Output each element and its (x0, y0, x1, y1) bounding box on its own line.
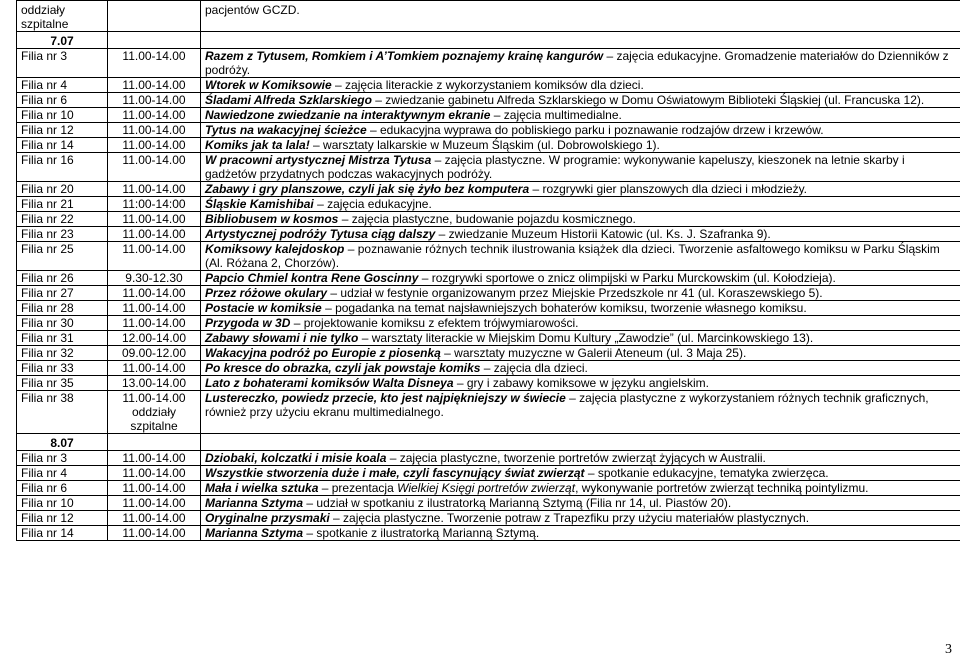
event-place: Filia nr 3 (17, 451, 108, 466)
event-time-value: 11.00-14.00 (122, 481, 186, 495)
event-text: – zajęcia edukacyjne. (313, 197, 432, 211)
table-row (17, 466, 960, 481)
header-row (17, 1, 960, 32)
event-text: – zwiedzanie gabinetu Alfreda Szklarskiego w Domu Oświatowym Biblioteki Śląskiej (ul. Francuska 12). (371, 93, 925, 107)
page-number: 3 (945, 642, 952, 657)
event-description (201, 391, 960, 434)
event-time-value: 11.00-14.00 (122, 49, 186, 63)
event-description (201, 197, 960, 212)
event-title: Wszystkie stworzenia duże i małe, czyli fascynujący świat zwierząt (205, 466, 585, 480)
event-time (108, 138, 201, 153)
event-title: Tytus na wakacyjnej ścieżce (205, 123, 367, 137)
event-place: Filia nr 14 (17, 526, 108, 541)
event-text: – zajęcia plastyczne, budowanie pojazdu kosmicznego. (338, 212, 636, 226)
event-text: – pogadanka na temat najsławniejszych bohaterów komiksu, tworzenie własnego komiksu. (321, 301, 807, 315)
event-description (201, 526, 960, 541)
event-time (108, 212, 201, 227)
event-time (108, 361, 201, 376)
event-time (108, 242, 201, 271)
event-place: Filia nr 28 (17, 301, 108, 316)
event-title: Komiksowy kalejdoskop (205, 242, 345, 256)
event-place: Filia nr 12 (17, 511, 108, 526)
event-time-value: 11.00-14.00 (122, 138, 186, 152)
event-description (201, 466, 960, 481)
event-text: – edukacyjna wyprawa do pobliskiego parku i poznawanie rodzajów drzew i krzewów. (366, 123, 824, 137)
table-row (17, 227, 960, 242)
event-description (201, 138, 960, 153)
event-place: Filia nr 38 (17, 391, 108, 434)
schedule-table (16, 0, 960, 541)
table-row (17, 182, 960, 197)
table-row (17, 361, 960, 376)
table-row (17, 301, 960, 316)
event-time-value: 11.00-14.00 (122, 93, 186, 107)
table-row (17, 212, 960, 227)
event-time (108, 197, 201, 212)
header-place: oddziały szpitalne (17, 1, 108, 32)
event-place: Filia nr 21 (17, 197, 108, 212)
event-description (201, 331, 960, 346)
event-title: Oryginalne przysmaki (205, 511, 330, 525)
event-title: Artystycznej podróży Tytusa ciąg dalszy (205, 227, 436, 241)
date-row (17, 434, 960, 451)
event-place: Filia nr 35 (17, 376, 108, 391)
event-description (201, 212, 960, 227)
event-description (201, 182, 960, 197)
event-title: Marianna Sztyma (205, 526, 304, 540)
event-place: Filia nr 32 (17, 346, 108, 361)
event-time-value: 11.00-14.00 (122, 466, 186, 480)
event-text: – udział w spotkaniu z ilustratorką Marianną Sztymą (Filia nr 14, ul. Piastów 20). (303, 496, 732, 510)
event-time (108, 376, 201, 391)
table-row (17, 138, 960, 153)
event-time-value: 11.00-14.00 (122, 301, 186, 315)
event-place: Filia nr 6 (17, 481, 108, 496)
event-place: Filia nr 10 (17, 496, 108, 511)
event-title: Bibliobusem w kosmos (205, 212, 339, 226)
event-description (201, 511, 960, 526)
event-time-value: 11.00-14.00 (122, 212, 186, 226)
table-row (17, 49, 960, 78)
event-text: – zajęcia multimedialne. (490, 108, 622, 122)
event-time (108, 316, 201, 331)
table-row (17, 451, 960, 466)
event-title: Wakacyjna podróż po Europie z piosenką (205, 346, 441, 360)
event-time-value: 09.00-12.00 (121, 346, 187, 360)
date-desc-empty (201, 32, 960, 49)
table-row (17, 153, 960, 182)
event-time-value: 11.00-14.00 (122, 227, 186, 241)
table-row (17, 123, 960, 138)
table-row (17, 526, 960, 541)
event-description (201, 316, 960, 331)
event-place: Filia nr 3 (17, 49, 108, 78)
event-place: Filia nr 14 (17, 138, 108, 153)
event-time-value: 11.00-14.00 (122, 391, 186, 405)
table-row (17, 108, 960, 123)
event-text: – spotkanie z ilustratorką Marianną Sztymą. (303, 526, 540, 540)
event-place: Filia nr 10 (17, 108, 108, 123)
event-description (201, 49, 960, 78)
event-title: Komiks jak ta lala! (205, 138, 310, 152)
event-place: Filia nr 25 (17, 242, 108, 271)
event-place: Filia nr 31 (17, 331, 108, 346)
event-title: Zabawy słowami i nie tylko (205, 331, 359, 345)
table-row (17, 346, 960, 361)
event-place: Filia nr 26 (17, 271, 108, 286)
event-title: Po kresce do obrazka, czyli jak powstaje komiks (205, 361, 481, 375)
table-row (17, 78, 960, 93)
event-text: – gry i zabawy komiksowe w języku angielskim. (453, 376, 709, 390)
event-time (108, 93, 201, 108)
event-title: W pracowni artystycznej Mistrza Tytusa (205, 153, 432, 167)
event-text: – warsztaty literackie w Miejskim Domu Kultury „Zawodzie” (ul. Marcinkowskiego 13). (358, 331, 814, 345)
event-text: – spotkanie edukacyjne, tematyka zwierzęca. (584, 466, 829, 480)
event-place: Filia nr 4 (17, 466, 108, 481)
event-time-value: 11.00-14.00 (122, 511, 186, 525)
event-description (201, 451, 960, 466)
event-description (201, 108, 960, 123)
table-row (17, 93, 960, 108)
event-text: – rozgrywki gier planszowych dla dzieci i młodzieży. (529, 182, 808, 196)
event-title: Śladami Alfreda Szklarskiego (205, 93, 372, 107)
event-description (201, 286, 960, 301)
event-title: Nawiedzone zwiedzanie na interaktywnym ekranie (205, 108, 491, 122)
event-time (108, 526, 201, 541)
event-text: – warsztaty muzyczne w Galerii Ateneum (ul. 3 Maja 25). (440, 346, 747, 360)
event-time (108, 511, 201, 526)
event-time (108, 391, 201, 434)
event-time-value: 11.00-14.00 (122, 361, 186, 375)
event-time (108, 496, 201, 511)
event-time (108, 301, 201, 316)
event-time-value: 11.00-14.00 (122, 78, 186, 92)
event-time-note: oddziały szpitalne (130, 405, 178, 433)
event-place: Filia nr 22 (17, 212, 108, 227)
event-description (201, 78, 960, 93)
event-time-value: 11:00-14:00 (122, 197, 186, 211)
event-text: – zajęcia dla dzieci. (480, 361, 588, 375)
event-time-value: 13.00-14.00 (121, 376, 187, 390)
table-row (17, 496, 960, 511)
event-time-value: 11.00-14.00 (122, 526, 186, 540)
event-title: Lato z bohaterami komiksów Walta Disneya (205, 376, 454, 390)
event-description (201, 242, 960, 271)
event-description (201, 496, 960, 511)
date-time-empty (108, 32, 201, 49)
event-text: , wykonywanie portretów zwierząt techniką pointylizmu. (575, 481, 869, 495)
date-label: 8.07 (17, 434, 108, 451)
schedule-body (17, 1, 960, 541)
event-time-value: 11.00-14.00 (122, 182, 186, 196)
date-row (17, 32, 960, 49)
event-time (108, 331, 201, 346)
event-place: Filia nr 6 (17, 93, 108, 108)
event-time-value: 11.00-14.00 (122, 108, 186, 122)
event-title: Dziobaki, kolczatki i misie koala (205, 451, 387, 465)
event-description (201, 376, 960, 391)
event-time (108, 108, 201, 123)
table-row (17, 271, 960, 286)
table-row (17, 242, 960, 271)
event-text: – prezentacja (318, 481, 398, 495)
table-row (17, 391, 960, 434)
event-time-value: 11.00-14.00 (122, 153, 186, 167)
event-time (108, 153, 201, 182)
event-time (108, 271, 201, 286)
event-title: Wtorek w Komiksowie (205, 78, 332, 92)
event-text: – udział w festynie organizowanym przez Miejskie Przedszkole nr 41 (ul. Koraszewskiego 5). (327, 286, 823, 300)
event-place: Filia nr 23 (17, 227, 108, 242)
event-time-value: 11.00-14.00 (122, 123, 186, 137)
event-text: – projektowanie komiksu z efektem trójwymiarowości. (290, 316, 579, 330)
event-title: Przygoda w 3D (205, 316, 291, 330)
event-title: Postacie w komiksie (205, 301, 322, 315)
event-title: Śląskie Kamishibai (205, 197, 314, 211)
event-time (108, 78, 201, 93)
table-row (17, 331, 960, 346)
event-time-value: 11.00-14.00 (122, 286, 186, 300)
event-text: – zajęcia plastyczne. W programie: wykonywanie kapeluszy, kieszonek na letnie skarby i gadżetów przydatnych podczas wakacyjnych podróży. (205, 153, 905, 181)
event-description (201, 346, 960, 361)
date-desc-empty (201, 434, 960, 451)
event-time-value: 12.00-14.00 (121, 331, 187, 345)
header-time-empty (108, 1, 201, 32)
event-text: – zajęcia plastyczne. Tworzenie potraw z Trapezfiku przy użyciu materiałów plastycznych. (329, 511, 810, 525)
event-text: – zwiedzanie Muzeum Historii Katowic (ul. Ks. J. Szafranka 9). (435, 227, 771, 241)
event-time-value: 9.30-12.30 (125, 271, 183, 285)
event-description (201, 153, 960, 182)
event-title: Papcio Chmiel kontra Rene Goscinny (205, 271, 419, 285)
event-text: – rozgrywki sportowe o znicz olimpijski w Parku Murckowskim (ul. Kołodzieja). (418, 271, 836, 285)
event-time (108, 49, 201, 78)
event-description (201, 227, 960, 242)
event-title: Przez różowe okulary (205, 286, 328, 300)
header-desc: pacjentów GCZD. (201, 1, 960, 32)
event-time-value: 11.00-14.00 (122, 496, 186, 510)
event-description (201, 301, 960, 316)
event-text: – zajęcia plastyczne z wykorzystaniem różnych technik graficznych, również przy użyciu ekranu multimedialnego. (205, 391, 929, 419)
event-time (108, 451, 201, 466)
event-title: Razem z Tytusem, Romkiem i A’Tomkiem poznajemy krainę kangurów (205, 49, 604, 63)
table-row (17, 197, 960, 212)
event-place: Filia nr 16 (17, 153, 108, 182)
event-text: – zajęcia edukacyjne. Gromadzenie materiałów do Dzienników z podróży. (205, 49, 949, 77)
table-row (17, 316, 960, 331)
event-time-value: 11.00-14.00 (122, 451, 186, 465)
event-time-value: 11.00-14.00 (122, 242, 186, 256)
table-row (17, 376, 960, 391)
table-row (17, 511, 960, 526)
event-text: – poznawanie różnych technik ilustrowania książek dla dzieci. Tworzenie asfaltowego komiksu w Parku Śląskim (Al. Różana 2, Chorzów). (205, 242, 940, 270)
event-time (108, 481, 201, 496)
event-italic-text: Wielkiej Księgi portretów zwierząt (397, 481, 576, 495)
event-time (108, 123, 201, 138)
event-text: – zajęcia plastyczne, tworzenie portretów zwierząt żyjących w Australii. (386, 451, 766, 465)
event-time (108, 466, 201, 481)
event-time (108, 346, 201, 361)
event-description (201, 123, 960, 138)
date-label: 7.07 (17, 32, 108, 49)
event-text: – warsztaty lalkarskie w Muzeum Śląskim (ul. Dobrowolskiego 1). (309, 138, 660, 152)
event-description (201, 93, 960, 108)
event-place: Filia nr 20 (17, 182, 108, 197)
event-description (201, 271, 960, 286)
event-place: Filia nr 30 (17, 316, 108, 331)
event-text: – zajęcia literackie z wykorzystaniem komiksów dla dzieci. (331, 78, 644, 92)
date-time-empty (108, 434, 201, 451)
event-title: Zabawy i gry planszowe, czyli jak się żyło bez komputera (205, 182, 530, 196)
event-time-value: 11.00-14.00 (122, 316, 186, 330)
event-title: Mała i wielka sztuka (205, 481, 319, 495)
event-time (108, 227, 201, 242)
event-description (201, 361, 960, 376)
event-title: Marianna Sztyma (205, 496, 304, 510)
event-place: Filia nr 4 (17, 78, 108, 93)
event-place: Filia nr 27 (17, 286, 108, 301)
table-row (17, 481, 960, 496)
event-time (108, 286, 201, 301)
event-title: Lustereczko, powiedz przecie, kto jest najpiękniejszy w świecie (205, 391, 566, 405)
event-time (108, 182, 201, 197)
event-place: Filia nr 12 (17, 123, 108, 138)
table-row (17, 286, 960, 301)
event-place: Filia nr 33 (17, 361, 108, 376)
event-description (201, 481, 960, 496)
